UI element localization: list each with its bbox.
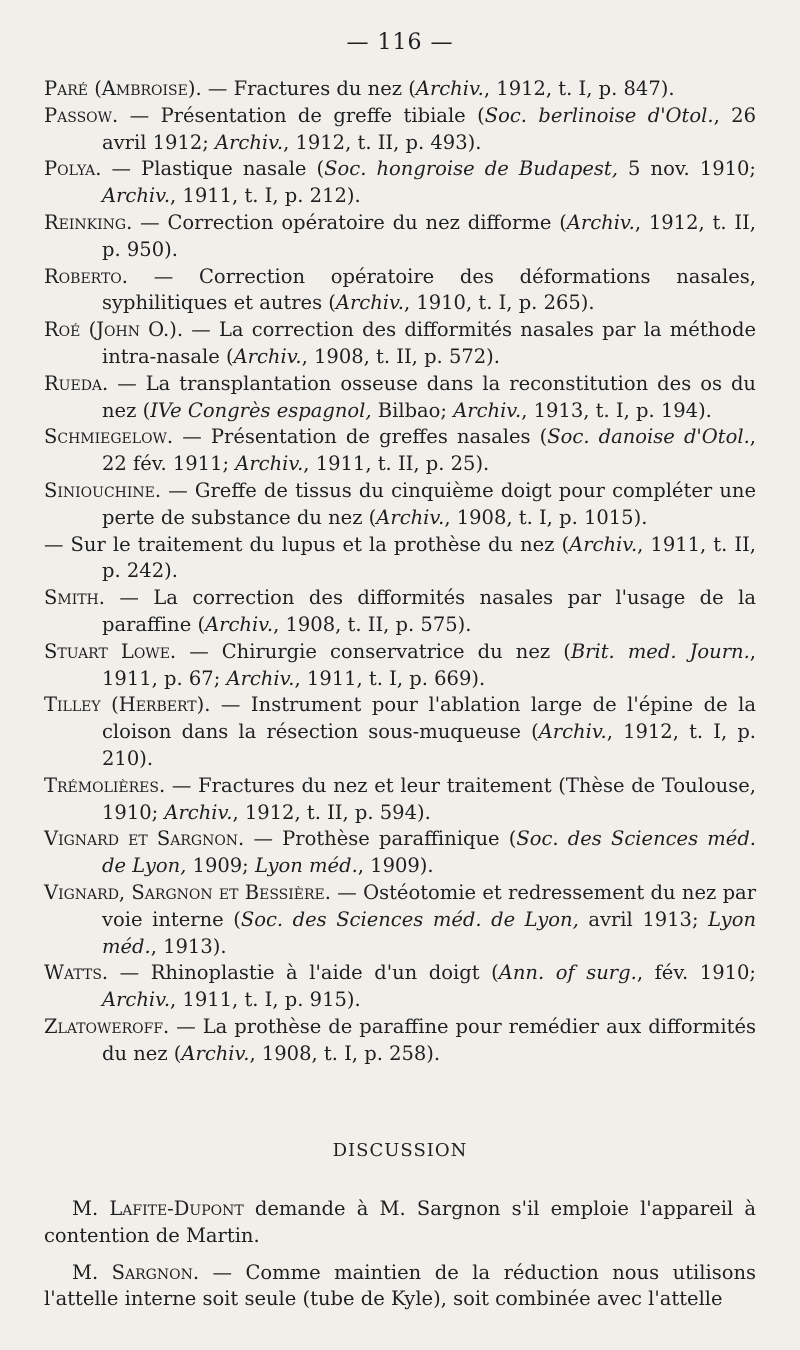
entry-text: , 26 avril 1912;: [102, 103, 756, 154]
entry-author: Vignard, Sargnon et Bessière.: [44, 880, 331, 904]
entry-source-italic: Archiv.: [226, 666, 295, 690]
entry-text: , 1911, p. 67;: [102, 639, 756, 690]
bibliography-entry: [44, 103, 756, 157]
entry-author: Zlatoweroff.: [44, 1014, 170, 1038]
entry-source-italic: Brit. med. Journ.: [570, 639, 750, 663]
bibliography-entry: [44, 264, 756, 318]
entry-author: Roberto.: [44, 264, 128, 288]
entry-text: — Prothèse paraffinique (: [244, 827, 517, 851]
entry-text: — Présentation de greffes nasales (: [173, 425, 548, 449]
bibliography-entry: [44, 960, 756, 1014]
entry-text: — Ostéotomie et redressement du nez par voie interne (: [102, 880, 757, 931]
entry-author: Passow.: [44, 103, 119, 127]
entry-source-italic: Archiv.: [205, 612, 274, 636]
entry-text: , 1910, t. I, p. 265).: [403, 291, 595, 315]
entry-text: , 1908, t. I, p. 1015).: [444, 505, 648, 529]
discussion-paragraph: [44, 1260, 756, 1314]
entry-source-italic: Archiv.: [453, 398, 522, 422]
entry-source-italic: Archiv.: [164, 800, 233, 824]
entry-text: — Plastique nasale (: [101, 157, 325, 181]
bibliography-entry: [44, 692, 756, 772]
entry-text: — La prothèse de paraffine pour remédier aux difformités du nez (: [102, 1014, 756, 1065]
bibliography-entry: [44, 585, 756, 639]
entry-author: Paré (Ambroise).: [44, 77, 202, 100]
entry-text: 1909;: [186, 854, 255, 878]
entry-source-italic: Archiv.: [233, 344, 302, 368]
entry-source-italic: IVe Congrès espagnol,: [150, 398, 372, 422]
entry-source-italic: Archiv.: [235, 452, 304, 476]
entry-author: Tilley (Herbert).: [44, 693, 211, 717]
entry-text: — Chirurgie conservatrice du nez (: [176, 639, 571, 663]
entry-text: , 1912, t. II, p. 950).: [102, 210, 756, 261]
bibliography-entry: [44, 880, 756, 960]
page-number: — 116 —: [346, 30, 454, 55]
entry-text: — Rhinoplastie à l'aide d'un doigt (: [108, 961, 499, 985]
entry-text: , 1912, t. I, p. 847).: [483, 77, 675, 100]
entry-text: , 1908, t. I, p. 258).: [249, 1041, 441, 1065]
entry-source-italic: Archiv.: [102, 184, 171, 208]
bibliography-entry: [44, 773, 756, 827]
speaker-name: M. Sargnon.: [72, 1260, 200, 1284]
entry-text: , 1913).: [150, 934, 227, 958]
entry-source-italic: Archiv.: [538, 720, 607, 744]
entry-source-italic: Soc. hongroise de Budapest,: [324, 157, 618, 181]
entry-author: Trémolières.: [44, 773, 166, 797]
entry-author: Watts.: [44, 961, 109, 985]
section-heading: DISCUSSION: [332, 1140, 468, 1161]
bibliography-entry: [44, 424, 756, 478]
entry-text: , 1911, t. II, p. 242).: [102, 532, 756, 583]
entry-source-italic: Soc. des Sciences méd. de Lyon,: [240, 907, 579, 931]
entry-text: — Sur le traitement du lupus et la prothèse du nez (: [44, 532, 570, 556]
entry-source-italic: Archiv.: [215, 130, 284, 154]
entry-text: , 1908, t. II, p. 572).: [301, 344, 500, 368]
entry-text: — Instrument pour l'ablation large de l'épine de la cloison dans la résection sous-muqueuse (: [102, 693, 756, 744]
entry-text: — La correction des difformités nasales par la méthode intra-nasale (: [102, 318, 756, 368]
entry-author: Vignard et Sargnon.: [44, 827, 245, 851]
entry-source-italic: Archiv.: [102, 988, 171, 1012]
entry-author: Roé (John O.).: [44, 318, 184, 342]
entry-author: Reinking.: [44, 210, 133, 234]
entry-source-italic: Archiv.: [181, 1041, 250, 1065]
entry-source-italic: Lyon méd.: [254, 854, 358, 878]
entry-author: Smith.: [44, 586, 105, 610]
entry-text: — Correction opératoire du nez difforme (: [132, 210, 567, 234]
entry-source-italic: Archiv.: [376, 505, 445, 529]
bibliography-entry: [44, 210, 756, 264]
entry-source-italic: Soc. danoise d'Otol.: [547, 425, 750, 449]
bibliography-entry: [44, 478, 756, 532]
entry-source-italic: Soc. berlinoise d'Otol.: [484, 103, 714, 127]
entry-author: Polya.: [44, 157, 102, 181]
entry-text: — La transplantation osseuse dans la reconstitution des os du nez (: [102, 371, 756, 422]
entry-text: , 1909).: [357, 854, 434, 878]
bibliography-entry: [44, 371, 756, 425]
entry-source-italic: Archiv.: [335, 291, 404, 315]
entry-author: Rueda.: [44, 371, 109, 395]
entry-text: — Fractures du nez (: [201, 77, 416, 100]
speaker-name: M. Lafite-Dupont: [72, 1197, 244, 1220]
entry-author: Siniouchine.: [44, 478, 162, 502]
entry-author: Stuart Lowe.: [44, 639, 177, 663]
entry-text: — Fractures du nez et leur traitement (Thèse de Toulouse, 1910;: [102, 773, 756, 824]
entry-text: 5 nov. 1910;: [617, 157, 757, 181]
entry-text: , 1911, t. I, p. 212).: [170, 184, 361, 208]
entry-text: , 1912, t. I, p. 210).: [102, 720, 756, 770]
bibliography-entry: [44, 156, 756, 210]
entry-text: , 1912, t. II, p. 493).: [283, 130, 482, 154]
entry-text: , 1911, t. I, p. 669).: [294, 666, 486, 690]
entry-author: Schmiegelow.: [44, 425, 174, 449]
entry-text: , 1912, t. II, p. 594).: [232, 800, 431, 824]
entry-source-italic: Ann. of surg.: [498, 961, 637, 985]
discussion-section: [44, 1196, 756, 1323]
entry-text: , fév. 1910;: [636, 961, 757, 985]
entry-text: Bilbao;: [371, 398, 454, 422]
entry-source-italic: Archiv.: [566, 210, 635, 234]
entry-text: , 1908, t. II, p. 575).: [273, 612, 472, 636]
entry-text: avril 1913;: [578, 907, 709, 931]
bibliography-entry: [44, 826, 756, 880]
entry-text: , 22 fév. 1911;: [102, 425, 756, 476]
bibliography-list: [44, 76, 756, 1067]
entry-source-italic: Lyon méd.: [102, 907, 756, 958]
bibliography-entry: [44, 76, 756, 103]
entry-text: — Correction opératoire des déformations nasales, syphilitiques et autres (: [102, 264, 756, 315]
bibliography-entry: [44, 639, 756, 693]
entry-source-italic: Archiv.: [569, 532, 638, 556]
paragraph-text: demande à M. Sargnon s'il emploie l'appareil à contention de Martin.: [44, 1197, 756, 1247]
bibliography-entry: [44, 532, 756, 586]
entry-text: , 1911, t. I, p. 915).: [170, 988, 361, 1012]
entry-source-italic: Soc. des Sciences méd. de Lyon,: [102, 827, 757, 878]
discussion-paragraph: [44, 1196, 756, 1250]
entry-text: — Présentation de greffe tibiale (: [118, 103, 485, 127]
entry-source-italic: Archiv.: [415, 77, 484, 100]
paragraph-text: — Comme maintien de la réduction nous utilisons l'attelle interne soit seule (tube de Kyle), soit combinée avec l'attelle: [44, 1260, 757, 1311]
entry-text: , 1913, t. I, p. 194).: [521, 398, 712, 422]
entry-text: , 1911, t. II, p. 25).: [303, 452, 490, 476]
entry-text: — Greffe de tissus du cinquième doigt pour compléter une perte de substance du nez (: [102, 478, 756, 529]
entry-text: — La correction des difformités nasales par l'usage de la paraffine (: [102, 586, 756, 636]
bibliography-entry: [44, 1014, 756, 1068]
bibliography-entry: [44, 317, 756, 371]
